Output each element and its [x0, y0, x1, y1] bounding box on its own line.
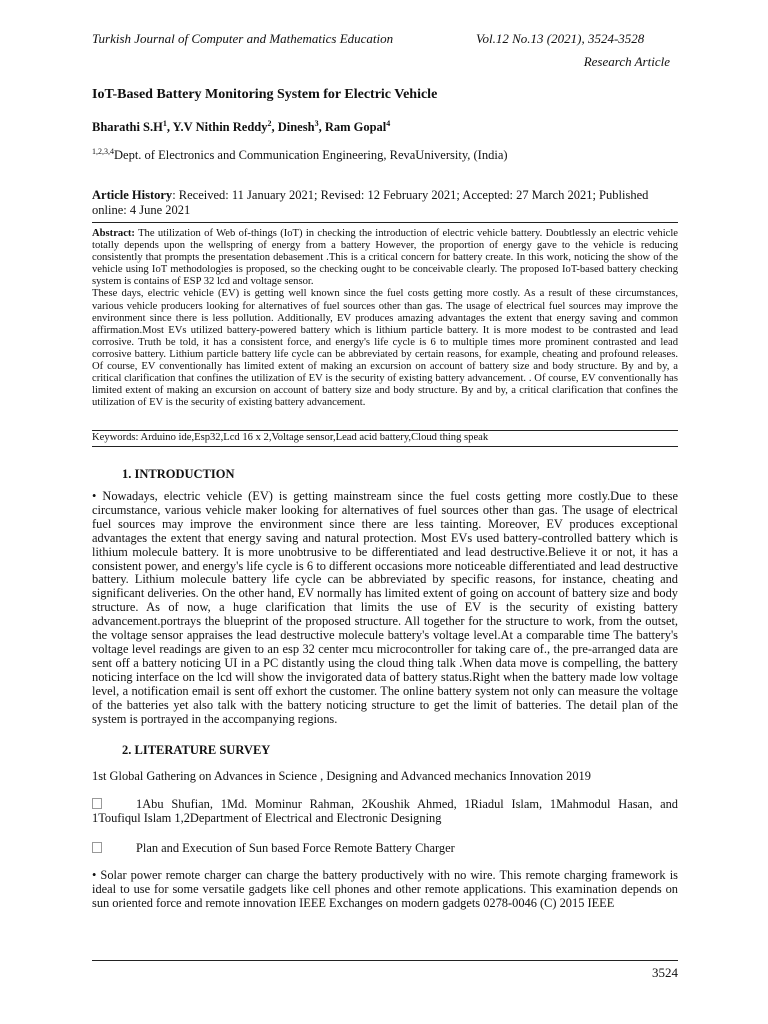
section-heading-literature-survey: 2. LITERATURE SURVEY [122, 743, 271, 757]
literature-conference [92, 770, 678, 784]
affiliation [92, 148, 508, 163]
author-separator: , [271, 120, 278, 134]
author-affil-mark: 4 [386, 118, 391, 128]
page-number: 3524 [652, 965, 678, 980]
section-heading-introduction: 1. INTRODUCTION [122, 467, 235, 481]
missing-glyph-icon [92, 798, 102, 809]
literature-authors [92, 798, 678, 826]
journal-name: Turkish Journal of Computer and Mathematics Education [92, 31, 394, 46]
keywords-bottom-rule [92, 446, 678, 447]
author-name: Bharathi S.H [92, 120, 163, 134]
article-history [92, 188, 682, 217]
literature-paragraph: 1st Global Gathering on Advances in Science , Designing and Advanced mechanics Innovation 2019 [92, 769, 591, 783]
literature-title [92, 842, 678, 856]
journal-volume: Vol.12 No.13 (2021), 3524-3528 [476, 31, 645, 46]
abstract [92, 228, 678, 409]
literature-authors-text: 1Abu Shufian, 1Md. Mominur Rahman, 2Koushik Ahmed, 1Riadul Islam, 1Mahmodul Hasan, and 1Toufiqul Islam 1,2Department of Electrical and Electronic Designing [92, 797, 678, 825]
introduction-paragraph: • Nowadays, electric vehicle (EV) is getting mainstream since the fuel costs getting more costly.Due to these circumstance, various vehicle maker looking for alternatives of fuel sources other than gas. The usage of electrical fuel sources may improve the environment since there are less tainting. Moreover, EV produces exceptional advantages the extent that energy saving and natural protection. Most EVs used battery-controlled battery which is lithium molecule battery. It is more unobtrusive to be differentiated and lead destructive.Believe it or not, it has a consistent power, and energy's life cycle is 6 to different occasions more noticeable differentiated and lead destructive battery. Lithium molecule battery life cycle can be abbreviated by specific reasons, for instance, cheating and significant deliveries. On the other hand, EV normally has limited extent of going on account of battery size and body structure. As of now, a huge clarification that limits the use of EV is the security of existing battery advancement.portrays the blueprint of the proposed structure. All together for the structure to work, from the outset, the voltage sensor appraises the lead destructive molecule battery's voltage level.At a comparable time The battery's voltage level readings are given to an esp 32 center mcu microcontroller for taking care of., the pre-arranged data are sent off a battery noticing UI in a PC distantly using the cloud thing talk .When data move is compelling, the battery noticing interface on the lcd will show the invigorated data of battery status.Right when the battery made low voltage level, a notification email is sent off exhort the customer. The online battery system not only can measure the voltage of the batteries yet also talk with the battery noticing structure to get the limit of batteries. The detail plan of the system is portrayed in the accompanying regions. [92, 489, 678, 726]
literature-paragraph [92, 798, 678, 826]
author-affil-mark: 1 [162, 118, 167, 128]
affiliation-text: Dept. of Electronics and Communication Engineering, RevaUniversity, (India) [114, 148, 508, 162]
author-name: Y.V Nithin Reddy [172, 120, 268, 134]
author-list [92, 120, 390, 135]
author-separator: , [166, 120, 173, 134]
abstract-text-1: The utilization of Web of-things (IoT) in checking the introduction of electric vehicle battery. Doubtlessly an electric vehicle totally depends upon the wellspring of energy from a battery However, the proportion of energy gave to the vehicle is reducing consistently that prompts the presentation debasement .This is a critical concern for battery create. In this work, noticing the show of the vehicle using IoT methodologies is proposed, so the checking ought to be conceivable clearly. The proposed IoT-based battery checking system is contains of ESP 32 lcd and voltage sensor. [92, 228, 678, 288]
article-type: Research Article [583, 54, 670, 69]
history-label: Article History [92, 188, 173, 202]
literature-title-text: Plan and Execution of Sun based Force Remote Battery Charger [136, 841, 455, 855]
literature-summary [92, 869, 678, 911]
keywords-top-rule [92, 430, 678, 431]
author-name: Dinesh [277, 120, 315, 134]
keywords: Keywords: Arduino ide,Esp32,Lcd 16 x 2,Voltage sensor,Lead acid battery,Cloud thing speak [92, 432, 489, 443]
history-dates: : Received: 11 January 2021; Revised: 12 February 2021; Accepted: 27 March 2021; Published online: 4 June 2021 [92, 188, 649, 217]
affiliation-marks: 1,2,3,4 [92, 146, 114, 156]
footer-rule [92, 960, 678, 961]
abstract-label: Abstract: [92, 228, 135, 239]
author-name: Ram Gopal [324, 120, 387, 134]
paper-title: IoT-Based Battery Monitoring System for Electric Vehicle [92, 87, 438, 102]
abstract-top-rule [92, 222, 678, 223]
literature-paragraph [92, 842, 678, 856]
author-affil-mark: 3 [314, 118, 319, 128]
author-separator: , [318, 120, 325, 134]
literature-paragraph: • Solar power remote charger can charge the battery productively with no wire. This remote charging framework is ideal to use for some versatile gadgets like cell phones and other remote applications. This examination depends on sun oriented force and remote innovation IEEE Exchanges on modern gadgets 0278-0046 (C) 2015 IEEE [92, 868, 678, 910]
missing-glyph-icon [92, 842, 102, 853]
introduction-body [92, 490, 678, 726]
abstract-paragraph-2: These days, electric vehicle (EV) is getting well known since the fuel costs getting more costly. As a result of these circumstances, various vehicle producers looking for alternatives of fuel sources other than gas. The usage of electrical fuel sources may improve the environment since there is less pollution. Additionally, EV produces amazing advantages the extent that energy saving and common affirmation.Most EVs utilized battery-powered battery which is lithium particle battery. It is more modest to be contrasted and lead corrosive. Truth be told, it has a consistent force, and energy's life cycle is 6 to multiple times more prominent contrasted and lead corrosive battery. Lithium particle battery life cycle can be abbreviated by certain reasons, for example, cheating and profound releases. Of course, EV conventionally has limited extent of making an excursion on account of battery size and body structure. By and by, a critical clarification that confines the utilization of EV is the security of existing battery advancement. . Of course, EV conventionally has limited extent of making an excursion on account of battery size and body structure. By and by, a critical clarification that confines the utilization of EV is the security of existing battery advancement. [92, 288, 678, 409]
abstract-paragraph [92, 228, 678, 288]
author-affil-mark: 2 [267, 118, 272, 128]
